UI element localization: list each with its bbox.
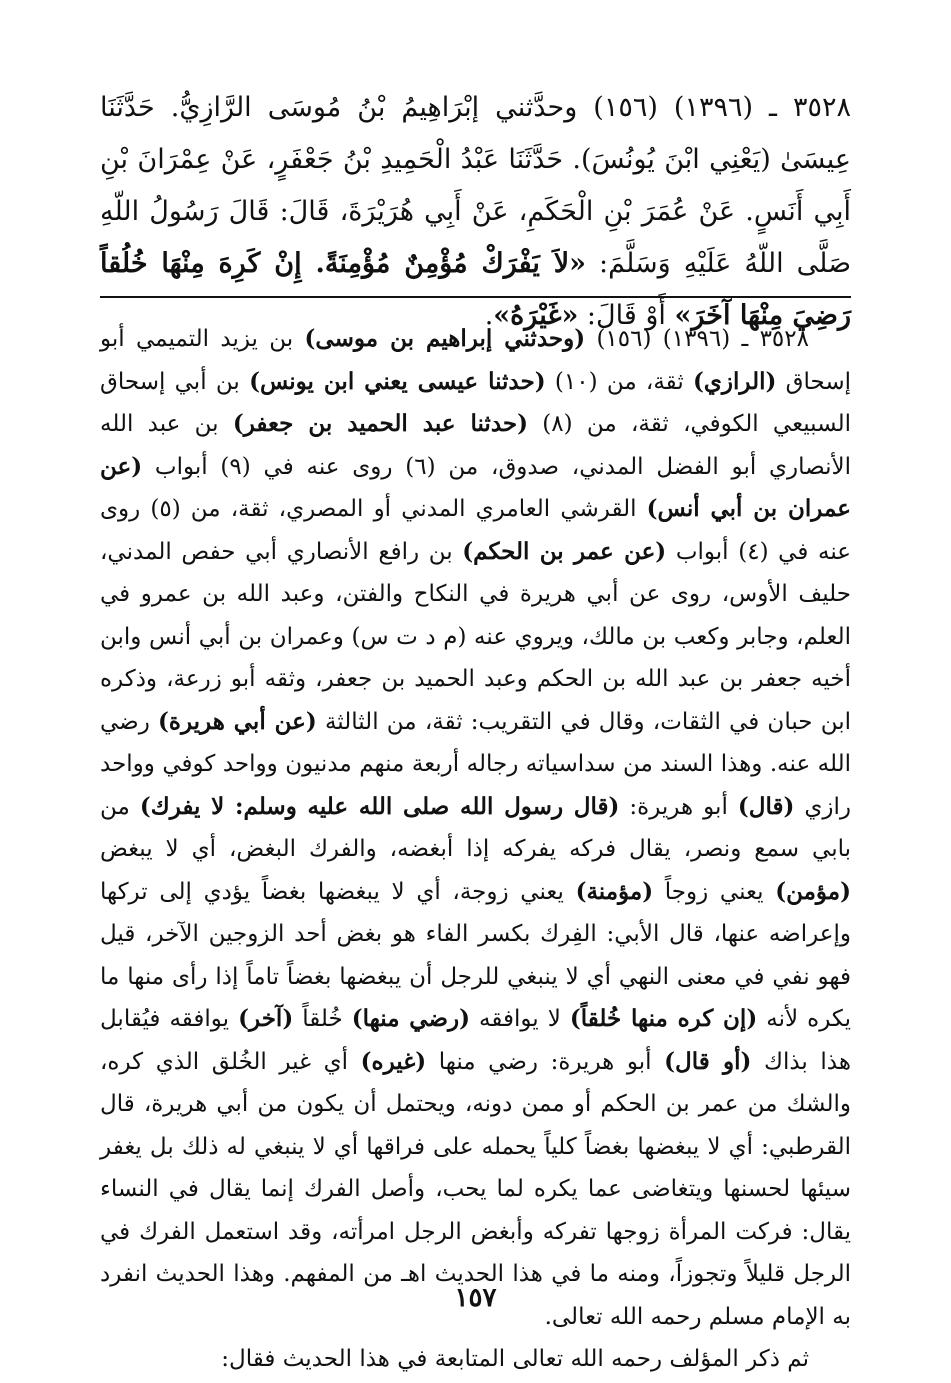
page-number: ١٥٧	[454, 1283, 497, 1313]
commentary-text: لا يوافقه	[469, 1006, 570, 1032]
commentary-text: بن أبي إسحاق السبيعي الكوفي، ثقة، من (٨)	[100, 368, 851, 437]
commentary-text: بن عبد الله الأنصاري أبو الفضل المدني، صدوق، من (٦) روى عنه في (٩) أبواب	[100, 411, 851, 480]
commentary-text: القرشي العامري المدني أو المصري، ثقة، من (٥) روى عنه في (٤) أبواب	[100, 496, 851, 565]
commentary-text: بن رافع الأنصاري أبي حفص المدني، حليف الأوس، روى عن أبي هريرة في النكاح والفتن، وعبد الله بن عمرو في العلم، وجابر وكعب بن مالك، ويروي عنه (م د ت س) وعمران بن أبي أنس وابن أخيه جعفر بن عبد الله بن الحكم وعبد الحميد بن جعفر، وثقه أبو زرعة، وذكره ابن حبان في الثقات، وقال في التقريب: ثقة، من الثالثة	[100, 538, 851, 735]
commentary-quote: (قال)	[737, 792, 795, 820]
hadith-end: .	[484, 300, 494, 331]
hadith-isnad: ٣٥٢٨ ـ (١٣٩٦) (١٥٦) وحدَّثني إبْرَاهِيمُ بْنُ مُوسَى الرَّازِيُّ. حَدَّثَنَا عِيسَىٰ (يَعْنِي ابْنَ يُونُسَ). حَدَّثَنَا عَبْدُ الْحَمِيدِ بْنُ جَعْفَرٍ، عَنْ عِمْرَانَ بْنِ أَبِي أَنَسٍ. عَنْ عُمَرَ بْنِ الْحَكَمِ، عَنْ أَبِي هُرَيْرَةَ، قَالَ: قَالَ رَسُولُ اللّهِ صَلَّى اللّهُ عَلَيْهِ وَسَلَّمَ:	[100, 92, 851, 279]
commentary-quote: (مؤمنة)	[575, 877, 654, 905]
commentary-quote: (أو قال)	[664, 1047, 752, 1075]
commentary	[100, 318, 851, 1381]
commentary-quote: (عن أبي هريرة)	[158, 707, 317, 735]
commentary-text: من بابي سمع ونصر، يقال فركه يفركه إذا أبغضه، والفرك البغض، أي لا يبغض	[100, 793, 851, 862]
hadith-matn-alternate: «غَيْرَهُ»	[493, 300, 579, 331]
commentary-text: بن يزيد التميمي أبو إسحاق	[100, 326, 851, 395]
closing-line: ثم ذكر المؤلف رحمه الله تعالى المتابعة في هذا الحديث فقال:	[221, 1346, 809, 1372]
commentary-text: أبو هريرة:	[619, 793, 738, 820]
footnote-divider	[100, 296, 851, 298]
commentary-quote: (قال رسول الله صلى الله عليه وسلم: لا يفرك)	[139, 792, 620, 820]
commentary-quote: (عن عمران بن أبي أنس)	[100, 452, 851, 522]
commentary-quote: (وحدثني إبراهيم بن موسى)	[304, 325, 586, 352]
commentary-text: يعني زوجة، أي لا يبغضها بغضاً يؤدي إلى تركها وإعراضه عنها، قال الأبي: الفِرك بكسر الفاء هو بغض أحد الزوجين الآخر، قيل فهو نفي في معنى النهي أي لا ينبغي للرجل أن يبغضها بغضاً تاماً إذا رأى منها ما يكره لأنه	[100, 878, 851, 1032]
commentary-text: يوافقه فيُقابل هذا بذاك	[100, 1006, 851, 1075]
hadith-text	[100, 82, 851, 342]
commentary-text: خُلقاً	[293, 1006, 352, 1032]
commentary-quote: (حدثنا عيسى يعني ابن يونس)	[249, 367, 546, 395]
commentary-text: يعني زوجاً	[653, 878, 776, 905]
commentary-text: ثقة، من (١٠)	[545, 368, 693, 395]
commentary-quote: (الرازي)	[693, 367, 777, 395]
commentary-quote: (مؤمن)	[775, 877, 851, 905]
commentary-quote: (عن عمر بن الحكم)	[462, 537, 667, 565]
hadith-matn: «لاَ يَفْرَكْ مُؤْمِنٌ مُؤْمِنَةً. إِنْ كَرِهَ مِنْهَا خُلُقاً رَضِيَ مِنْهَا آخَرَ»	[100, 248, 851, 331]
commentary-quote: (غيره)	[360, 1047, 427, 1075]
commentary-text: أي غير الخُلق الذي كره، والشك من عمر بن الحكم أو ممن دونه، ويحتمل أن يكون من أبي هريرة، قال القرطبي: أي لا يبغضها بغضاً كلياً يحمله على فراقها أي لا ينبغي له ذلك بل يغفر سيئها لحسنها ويتغاضى عما يكره لما يحب، وأصل الفرك إنما يقال في النساء يقال: فركت المرأة زوجها تفركه وأبغض الرجل امرأته، وقد استعمل الفرك في الرجل قليلاً وتجوزاً، ومنه ما في هذا الحديث اهـ من المفهم. وهذا الحديث انفرد به الإمام مسلم رحمه الله تعالى.	[100, 1048, 851, 1330]
commentary-text: رضي الله عنه. وهذا السند من سداسياته رجاله أربعة منهم مدنيون وواحد كوفي وواحد رازي	[100, 708, 852, 820]
commentary-quote: (إن كره منها خُلقاً)	[569, 1005, 758, 1032]
commentary-quote: (آخر)	[238, 1005, 294, 1032]
commentary-text: أبو هريرة: رضي منها	[426, 1048, 665, 1075]
hadith-narrator-doubt: أَوْ قَالَ:	[578, 300, 675, 331]
commentary-quote: (رضي منها)	[351, 1005, 470, 1032]
commentary-quote: (حدثنا عبد الحميد بن جعفر)	[232, 410, 529, 437]
commentary-text: ٣٥٢٨ ـ (١٣٩٦) (١٥٦)	[585, 326, 809, 352]
commentary-paragraph	[100, 318, 851, 1338]
